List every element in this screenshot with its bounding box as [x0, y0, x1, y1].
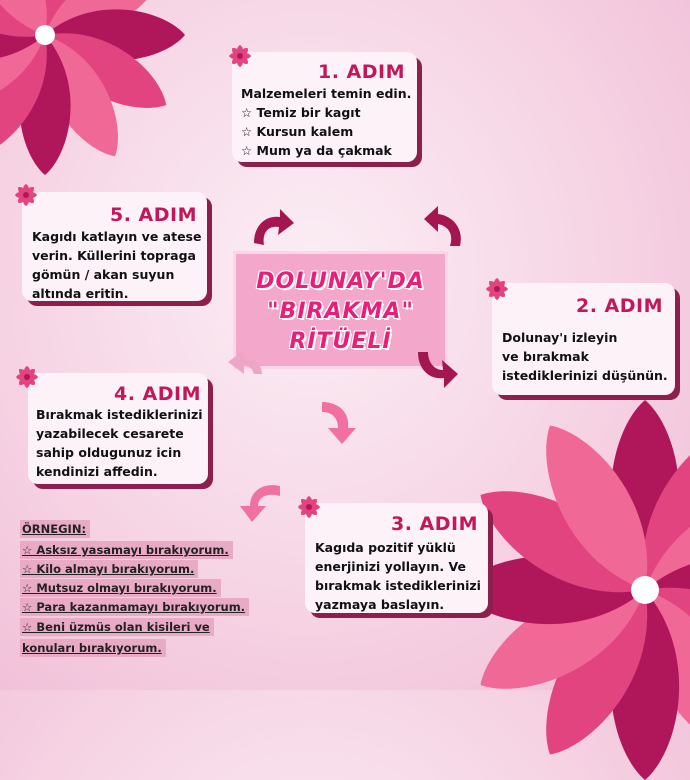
step-2-card — [492, 283, 675, 395]
title-line-1: DOLUNAY'DA — [256, 269, 425, 294]
flower-icon — [15, 365, 39, 389]
step-5-line: altında eritin. — [32, 286, 129, 301]
step-3-line: yazmaya baslayın. — [315, 597, 445, 612]
example-item: ☆ Beni üzmüs olan kisileri ve — [20, 618, 214, 636]
step-4-title: 4. ADIM — [114, 383, 202, 405]
step-3-line: enerjinizi yollayın. Ve — [315, 559, 466, 574]
step-5-card — [22, 192, 207, 301]
step-5-body — [32, 227, 201, 303]
step-4-body — [36, 405, 203, 481]
title-line-2: "BIRAKMA" — [267, 299, 414, 324]
example-section — [0, 515, 300, 665]
step-2-line: Dolunay'ı izleyin — [502, 330, 618, 345]
step-5-line: verin. Küllerini topraga — [32, 248, 196, 263]
step-4-line: yazabilecek cesarete — [36, 426, 184, 441]
step-2-line: ve bırakmak — [502, 349, 589, 364]
step-2-line: istediklerinizi düşünün. — [502, 368, 668, 383]
step-1-line: ☆ Mum ya da çakmak — [241, 143, 392, 158]
step-4-card — [28, 373, 208, 484]
step-3-line: Kagıda pozitif yüklü — [315, 540, 456, 555]
step-4-line: Bırakmak istediklerinizi — [36, 407, 203, 422]
large-flower-bottom-right — [455, 400, 690, 780]
step-3-card — [305, 503, 488, 613]
step-1-card — [232, 52, 417, 162]
step-2-title: 2. ADIM — [575, 295, 663, 317]
example-item: ☆ Asksız yasamayı bırakıyorum. — [20, 541, 233, 559]
step-4-line: sahip oldugunuz icin — [36, 445, 182, 460]
flower-icon — [228, 44, 252, 68]
large-flower-top-left — [0, 0, 190, 180]
step-1-line: ☆ Temiz bir kagıt — [241, 105, 361, 120]
flower-icon — [485, 277, 509, 301]
step-5-line: gömün / akan suyun — [32, 267, 175, 282]
step-2-body — [502, 328, 668, 385]
example-item: konuları bırakıyorum. — [20, 639, 166, 657]
step-3-line: bırakmak istediklerinizi — [315, 578, 481, 593]
step-1-title: 1. ADIM — [317, 61, 405, 83]
step-4-line: kendinizi affedin. — [36, 464, 158, 479]
step-5-line: Kagıdı katlayın ve atese — [32, 229, 202, 244]
arrow-icon — [412, 348, 462, 394]
arrow-icon — [232, 478, 284, 524]
step-1-line: ☆ Kursun kalem — [241, 124, 354, 139]
example-heading: ÖRNEGIN: — [20, 520, 90, 538]
step-1-line: Malzemeleri temin edin. — [241, 86, 412, 101]
step-5-title: 5. ADIM — [110, 204, 198, 226]
flower-icon — [14, 183, 38, 207]
title-line-3: RİTÜELİ — [289, 329, 392, 354]
step-1-body — [241, 84, 411, 160]
flower-icon — [297, 495, 321, 519]
step-3-body — [315, 538, 481, 614]
arrow-icon — [222, 334, 270, 374]
arrow-icon — [318, 398, 358, 446]
arrow-icon — [420, 200, 470, 250]
example-item: ☆ Mutsuz olmayı bırakıyorum. — [20, 579, 221, 597]
example-item: ☆ Para kazanmamayı bırakıyorum. — [20, 598, 249, 616]
step-3-title: 3. ADIM — [390, 513, 478, 535]
arrow-icon — [248, 205, 298, 250]
example-item: ☆ Kilo almayı bırakıyorum. — [20, 560, 198, 578]
